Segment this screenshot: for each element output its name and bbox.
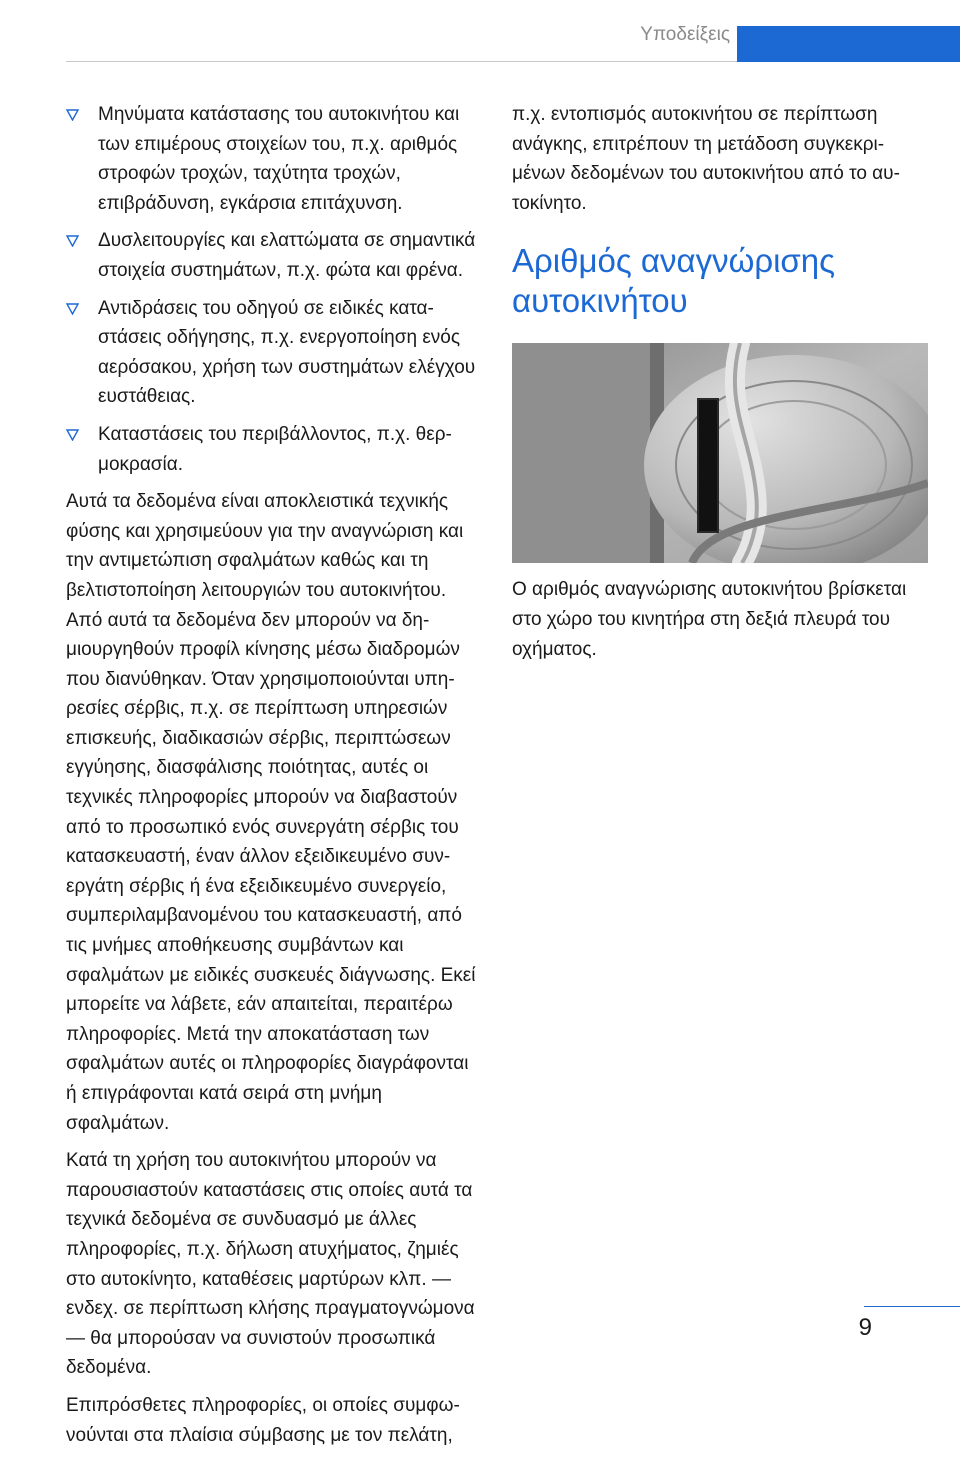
- right-column: [512, 100, 928, 672]
- triangle-bullet-icon: [66, 235, 79, 247]
- footer-divider: [864, 1306, 960, 1307]
- body-paragraph: Αυτά τα δεδομένα είναι αποκλειστικά τεχνικής φύσης και χρησιμεύουν για την αναγνώριση και την αντιμετώπιση σφαλμάτων καθώς και τη βελτιστοποίηση λειτουργιών του αυτοκινήτου. Από αυτά τα δεδομένα δεν μπορούν να δημιουργηθούν προφίλ κίνησης μέσω διαδρομών που διανύθηκαν. Όταν χρησιμοποιούνται υπηρεσίες σέρβις, π.χ. σε περίπτωση υπηρεσιών επισκευής, διαδικασιών σέρβις, περιπτώσεων εγγύησης, διασφάλισης ποιότητας, αυτές οι τεχνικές πληροφορίες μπορούν να διαβαστούν από το προσωπικό ενός συνεργάτη σέρβις του κατασκευαστή, έναν άλλον εξειδικευμένο συνεργάτη σέρβις ή ένα εξειδικευμένο συνεργείο, συμπεριλαμβανομένου του κατασκευαστή, από τις μνήμες αποθήκευσης συμβάντων και σφαλμάτων με ειδικές συσκευές διάγνωσης. Εκεί μπορείτε να λάβετε, εάν απαιτείται, περαιτέρω πληροφορίες. Μετά την αποκατάσταση των σφαλμάτων αυτές οι πληροφορίες διαγράφονται ή επιγράφονται κατά σειρά στη μνήμη σφαλμάτων.: [66, 491, 476, 1134]
- bullet-text: Μηνύματα κατάστασης του αυτοκινήτου και των επιμέρους στοιχείων του, π.χ. αριθμός στροφών τροχών, ταχύτητα τροχών, επιβράδυνση, εγκάρσια επιτάχυνση.: [98, 104, 460, 214]
- bullet-text: Αντιδράσεις του οδηγού σε ειδικές καταστάσεις οδήγησης, π.χ. ενεργοποίηση ενός αερόσακου, χρήση των συστημάτων ελέγχου ευστάθειας.: [98, 297, 476, 408]
- triangle-bullet-icon: [66, 429, 79, 441]
- list-item: [66, 294, 480, 412]
- running-header-title: Υποδείξεις: [640, 24, 730, 45]
- header-accent-tab: [737, 26, 960, 62]
- edition-note: Online Edition for Part no. 01402977946 - II/17: [594, 1341, 946, 1360]
- left-column: [66, 100, 480, 1458]
- section-heading: Αριθμός αναγνώρισης αυτοκινήτου: [512, 242, 836, 320]
- list-item: [66, 226, 480, 285]
- triangle-bullet-icon: [66, 303, 79, 315]
- bullet-list: [66, 100, 480, 479]
- page-number: 9: [858, 1314, 872, 1341]
- list-item: [66, 420, 480, 479]
- bullet-text: Δυσλειτουργίες και ελαττώματα σε σημαντικά στοιχεία συστημάτων, π.χ. φώτα και φρένα.: [98, 230, 476, 281]
- list-item: [66, 100, 480, 218]
- body-paragraph: Επιπρόσθετες πληροφορίες, οι οποίες συμφωνούνται στα πλαίσια σύμβασης με τον πελάτη,: [66, 1394, 460, 1446]
- bullet-text: Καταστάσεις του περιβάλλοντος, π.χ. θερμοκρασία.: [98, 423, 452, 475]
- triangle-bullet-icon: [66, 109, 79, 121]
- header-divider: [66, 61, 737, 62]
- photo-caption: Ο αριθμός αναγνώρισης αυτοκινήτου βρίσκεται στο χώρο του κινητήρα στη δεξιά πλευρά του οχήματος.: [512, 579, 907, 660]
- continuation-paragraph: π.χ. εντοπισμός αυτοκινήτου σε περίπτωση ανάγκης, επιτρέπουν τη μετάδοση συγκεκριμένων δεδομένων του αυτοκινήτου από το αυτοκίνητο.: [512, 104, 900, 214]
- engine-bay-photo: [512, 343, 928, 563]
- body-paragraph: Κατά τη χρήση του αυτοκινήτου μπορούν να παρουσιαστούν καταστάσεις στις οποίες αυτά τα τεχνικά δεδομένα σε συνδυασμό με άλλες πληροφορίες, π.χ. δήλωση ατυχήματος, ζημιές στο αυτοκίνητο, καταθέσεις μαρτύρων κλπ. — ενδεχ. σε περίπτωση κλήσης πραγματογνώμονα — θα μπορούσαν να συνιστούν προσωπικά δεδομένα.: [66, 1150, 475, 1379]
